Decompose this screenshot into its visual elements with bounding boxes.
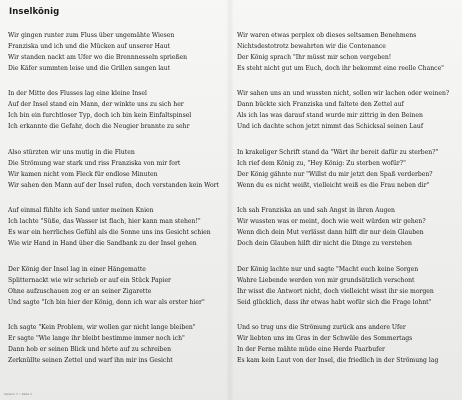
verse-line: Der König der Insel lag in einer Hängematte [8, 266, 146, 273]
verse-line: Der König gähnte nur "Willst du mir jetzt den Spaß verderben? [237, 170, 433, 178]
stanza-left-1 [8, 31, 233, 75]
verse-line: Wir standen nackt am Ufer wo die Brennnesseln sprießen [8, 53, 188, 61]
stanza-left-3 [8, 148, 233, 192]
verse-line: Ich rief dem König zu, "Hey König: Zu sterben wofür?" [237, 159, 406, 167]
poem-title: Inselkönig [9, 7, 60, 17]
verse-line: Wir waren etwas perplex ob dieses seltsamen Benehmens [237, 32, 417, 39]
verse-line: Ich bin ein furchtloser Typ, doch ich bin kein Einfaltspinsel [8, 111, 192, 119]
verse-line: Wenn du es nicht weißt, vielleicht weiß es die Frau neben dir" [237, 181, 430, 189]
verse-line: Wie wir Hand in Hand über die Sandbank zu der Insel gehen [8, 239, 197, 247]
verse-line: In der Mitte des Flusses lag eine kleine Insel [8, 90, 147, 97]
verse-line: Der König lachte nur und sagte "Macht euch keine Sorgen [237, 266, 419, 273]
verse-line: Wir wussten was er meint, doch wie weit würden wir gehen? [237, 217, 426, 225]
verse-line: Ohne aufzuschauen zog er an seiner Zigarette [8, 287, 152, 295]
verse-line: Er sagte "Wie lange ihr bleibt bestimme immer noch ich" [8, 334, 185, 342]
verse-line: Wenn dich dein Mut verlässt dann hilft dir nur dein Glauben [237, 228, 424, 236]
stanza-left-2 [8, 89, 233, 133]
verse-line: Auf der Insel stand ein Mann, der winkte uns zu sich her [8, 100, 184, 108]
page-footer: Version 7 • Seite 1 [4, 392, 33, 396]
verse-line: Ich sagte "Kein Problem, wir wollen gar nicht lange bleiben" [8, 324, 196, 331]
verse-line: Die Strömung war stark und riss Franziska von mir fort [8, 159, 181, 167]
verse-line: Also stürzten wir uns mutig in die Fluten [8, 149, 135, 156]
verse-line: Dann bückte sich Franziska und faltete den Zettel auf [237, 100, 404, 108]
verse-line: Es war ein herrliches Gefühl als die Sonne uns ins Gesicht schien [8, 228, 211, 236]
verse-line: Zerknüllte seinen Zettel und warf ihn mir ins Gesicht [8, 356, 173, 364]
verse-line: Und so trug uns die Strömung zurück ans andere Ufer [237, 324, 406, 331]
verse-line: In krakeliger Schrift stand da "Wärt ihr bereit dafür zu sterben?" [237, 149, 439, 156]
stanza-right-5 [237, 265, 462, 309]
stanza-left-4 [8, 206, 233, 250]
verse-line: Die Käfer summten leise und die Grillen sangen laut [8, 64, 171, 72]
verse-line: Der König sprach "Ihr müsst mir schon vergeben! [237, 53, 392, 61]
verse-line: Seid glücklich, dass ihr etwas habt wofür sich die Frage lohnt" [237, 298, 432, 306]
verse-line: Franziska und ich und die Mücken auf unserer Haut [8, 42, 170, 50]
stanza-left-5 [8, 265, 233, 309]
stanza-left-6 [8, 323, 233, 367]
stanza-right-3 [237, 148, 462, 192]
verse-line: Es steht nicht gut um Euch, doch ihr bekommt eine reelle Chance" [237, 64, 444, 72]
verse-line: Wir gingen runter zum Fluss über ungemähte Wiesen [8, 32, 175, 39]
verse-line: Und sagte "Ich bin hier der König, denn ich war als erster hier" [8, 298, 205, 306]
verse-line: Wahre Liebende werden von mir grundsätzlich verschont [237, 276, 415, 284]
verse-line: In der Ferne mähte müde eine Herde Paarbufer [237, 345, 385, 353]
verse-line: Ihr wisst die Antwort nicht, doch vielleicht wisst ihr sie morgen [237, 287, 434, 295]
verse-line: Wir sahen uns an und wussten nicht, sollen wir lachen oder weinen? [237, 90, 450, 97]
verse-line: Ich erkannte die Gefahr, doch die Neugier brannte zu sehr [8, 122, 190, 130]
stanza-right-6 [237, 323, 462, 367]
verse-line: Es kam kein Laut von der Insel, die friedlich in der Strömung lag [237, 356, 439, 364]
verse-line: Dann hob er seinen Blick und hörte auf zu schreiben [8, 345, 172, 353]
verse-line: Wir liebten uns im Gras in der Schwüle des Sommertags [237, 334, 413, 342]
verse-line: Doch dein Glauben hilft dir nicht die Dinge zu verstehen [237, 239, 412, 247]
verse-line: Wir kamen nicht vom Fleck für endlose Minuten [8, 170, 158, 178]
verse-line: Splitternackt wie wir schrieb er auf ein Stück Papier [8, 276, 171, 284]
verse-line: Ich sah Franziska an und sah Angst in ihren Augen [237, 207, 395, 214]
verse-line: Ich lachte "Süße, das Wasser ist flach, hier kann man stehen!" [8, 217, 201, 225]
verse-line: Nichtsdestotrotz bewahrten wir die Contenance [237, 42, 386, 50]
verse-line: Als ich las was darauf stand wurde mir zittrig in den Beinen [237, 111, 423, 119]
verse-line: Wir sahen den Mann auf der Insel rufen, doch verstanden kein Wort [8, 181, 219, 189]
stanza-right-1 [237, 31, 462, 75]
stanza-right-4 [237, 206, 462, 250]
verse-line: Und ich dachte schon jetzt nimmt das Schicksal seinen Lauf [237, 122, 424, 130]
stanza-right-2 [237, 89, 462, 133]
verse-line: Auf einmal fühlte ich Sand unter meinen Knien [8, 207, 154, 214]
